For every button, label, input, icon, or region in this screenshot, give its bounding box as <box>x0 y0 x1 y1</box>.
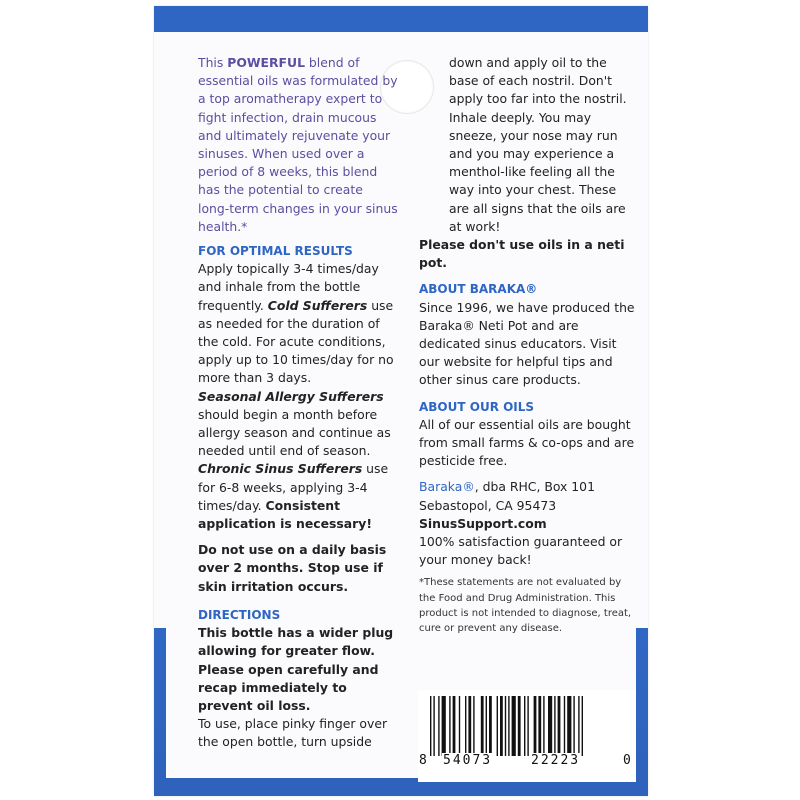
address-city: Sebastopol, CA 95473 <box>419 497 557 513</box>
optimal-post: use as needed for the duration of the cold. For acute conditions, apply up to 10 times/day for no more than 3 days. <box>198 297 394 386</box>
barcode-right-digits: 22223 <box>531 753 581 768</box>
website: SinusSupport.com <box>419 515 547 531</box>
address-brand: Baraka® <box>419 479 475 495</box>
barcode-last-digit: 0 <box>623 753 631 768</box>
guarantee: 100% satisfaction guaranteed or your money back! <box>419 534 623 568</box>
top-blue-band <box>154 6 648 32</box>
about-baraka-text: Since 1996, we have produced the Baraka® Neti Pot and are dedicated sinus educators. Visit our website for helpful tips and other sinus care products. <box>419 299 635 388</box>
chronic-sufferers: Chronic Sinus Sufferers <box>198 461 363 477</box>
optimal-results-heading: FOR OPTIMAL RESULTS <box>198 244 353 259</box>
barcode-area <box>418 690 636 782</box>
seasonal-sufferers: Seasonal Allergy Sufferers <box>198 388 384 404</box>
optimal-pre: Apply topically 3-4 times/day and inhale from the bottle frequently. <box>198 261 379 313</box>
barcode-first-digit: 8 <box>419 753 427 768</box>
intro-paragraph <box>198 54 398 236</box>
chronic-text: use for 6-8 weeks, applying 3-4 times/day. <box>198 461 389 513</box>
warning-text: Do not use on a daily basis over 2 months. Stop use if skin irritation occurs. <box>198 542 387 594</box>
directions-continued: down and apply oil to the base of each nostril. Don't apply too far into the nostril. Inhale deeply. You may sneeze, your nose may run and you may experience a menthol-like feeling all the way into your chest. These are all signs that the oils are at work! <box>449 55 627 234</box>
left-column <box>198 54 398 752</box>
address <box>419 478 639 569</box>
about-oils-text: All of our essential oils are bought from small farms & co-ops and are pesticide free. <box>419 416 635 469</box>
intro-powerful: POWERFUL <box>227 55 305 70</box>
optimal-paragraph <box>198 260 398 533</box>
cold-sufferers: Cold Sufferers <box>267 297 368 313</box>
about-oils-heading: ABOUT OUR OILS <box>419 399 535 414</box>
directions-text: To use, place pinky finger over the open bottle, turn upside <box>198 716 388 750</box>
intro-post: blend of essential oils was formulated by a top aromatherapy expert to fight infection, drain mucous and ultimately rejuvenate your sinuses. When used over a period of 8 weeks, this blend has the potential to create long-term changes in your sinus health.* <box>198 55 398 234</box>
neti-warning: Please don't use oils in a neti pot. <box>419 237 625 271</box>
barcode-icon <box>428 696 623 758</box>
seasonal-text: should begin a month before allergy season and continue as needed until end of season. <box>198 406 391 459</box>
address-rest: , dba RHC, Box 101 <box>474 479 595 495</box>
intro-pre: This <box>198 55 228 70</box>
directions-bold: This bottle has a wider plug allowing for greater flow. Please open carefully and recap immediately to prevent oil loss. <box>198 625 394 713</box>
directions-heading: DIRECTIONS <box>198 607 281 622</box>
barcode-left-digits: 54073 <box>443 753 493 768</box>
right-column <box>419 54 639 636</box>
fda-disclaimer: *These statements are not evaluated by the Food and Drug Administration. This product is not intended to diagnose, treat, cure or prevent any disease. <box>419 577 632 635</box>
consistent-note: Consistent application is necessary! <box>198 497 372 532</box>
about-baraka-heading: ABOUT BARAKA® <box>419 282 538 297</box>
